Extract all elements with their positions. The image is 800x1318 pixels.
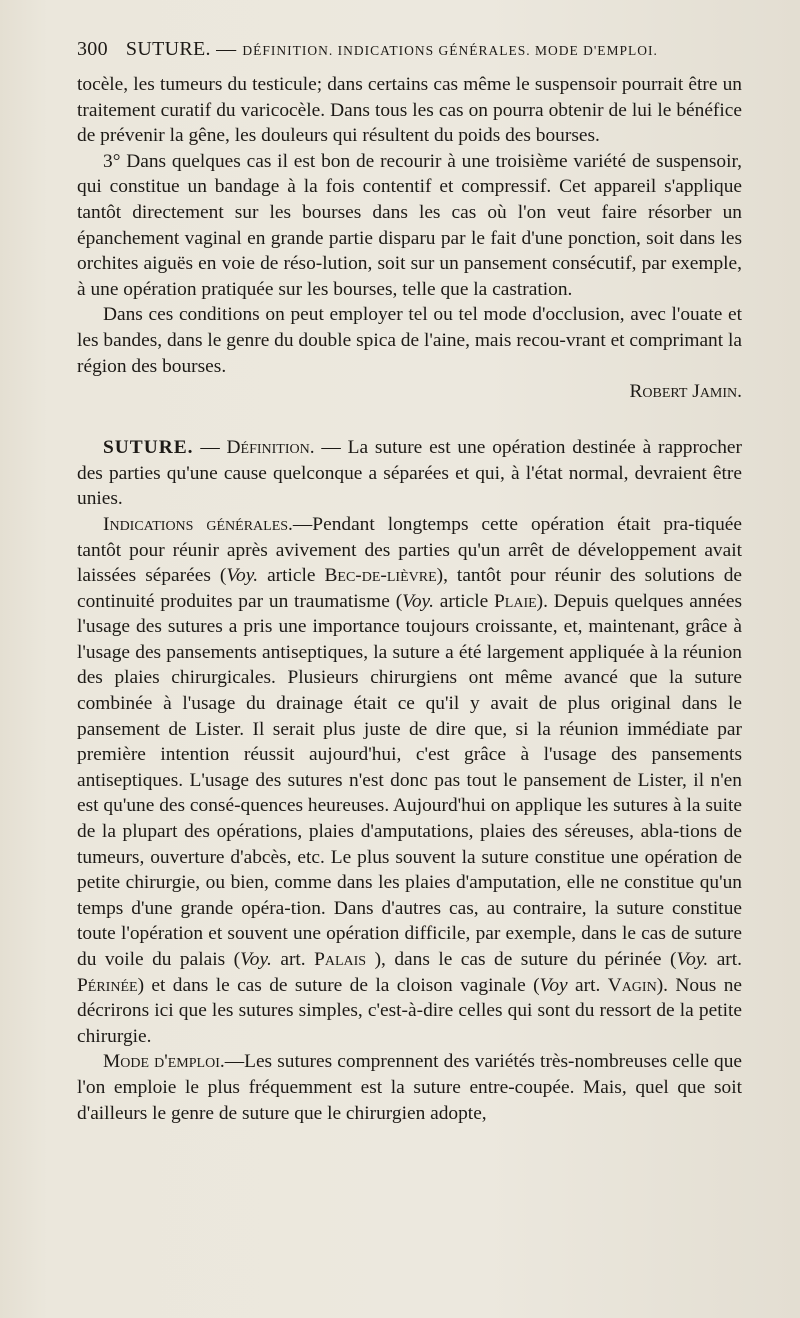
paragraph-conditions: Dans ces conditions on peut employer tel ou tel mode d'occlusion, avec l'ouate et les bandes, dans le genre du double spica de l'aine, mais recou-vrant et comprimant la région des bourses.: [77, 304, 742, 377]
header-title: SUTURE. —: [125, 38, 237, 60]
indications-text: article: [258, 565, 325, 587]
page-content: [77, 38, 742, 1126]
voy-reference: Voy.: [226, 565, 259, 587]
indications-text: art.: [567, 974, 608, 996]
cross-reference: Plaie: [494, 590, 537, 612]
author-name: Robert Jamin.: [629, 381, 742, 403]
cross-reference: Vagin: [607, 974, 657, 996]
definition-text: — La suture est une opération destinée à rapprocher des parties qu'une cause quelconque a séparées et qui, à l'état normal, devraient être unies.: [77, 437, 742, 510]
paragraph-third-variety: 3° Dans quelques cas il est bon de recourir à une troisième variété de suspensoir, qui constitue un bandage à la fois contentif et compressif. Cet appareil s'applique tantôt directement sur les bourses dans les cas où l'on veut faire résorber un épanchement vaginal en grande partie disparu par le fait d'une ponction, soit dans les orchites aiguës en voie de réso-lution, soit sur un pansement consécutif, par exemple, à une opération pratiquée sur les bourses, telle que la castration.: [77, 150, 742, 300]
paragraph-continuation: tocèle, les tumeurs du testicule; dans certains cas même le suspensoir pourrait être un traitement curatif du varicocèle. Dans tous les cas on pourra obtenir de lui le bénéfice de prévenir la gêne, les douleurs qui résultent du poids des bourses.: [77, 74, 742, 147]
indications-text: ). Depuis quelques années l'usage des sutures a pris une importance toujours croissante, et, maintenant, grâce à l'usage des pansements antiseptiques, la suture a été largement appliquée à la réunion des plaies chirurgicales. Plusieurs chirurgiens ont même avancé que la suture combinée à l'usage du drainage était ce qu'il y avait de plus original dans le pansement de Lister. Il serait plus juste de dire que, si la réunion immédiate par première intention réussit aujourd'hui, c'est grâce à l'usage des pansements antiseptiques. L'usage des sutures n'est donc pas tout le pansement de Lister, il n'en est qu'une des consé-quences heureuses. Aujourd'hui on applique les sutures à la suite de la plupart des opérations, plaies d'amputations, plaies des séreuses, abla-tions de tumeurs, ouverture d'abcès, etc. Le plus souvent la suture constitue une opération de petite chirurgie, ou bien, comme dans les plaies d'amputation, elle ne constitue qu'un temps d'une grande opéra-tion. Dans d'autres cas, au contraire, la suture constitue toute l'opération et souvent une opération difficile, par exemple, dans le cas de suture du voile du palais (: [77, 590, 742, 970]
definition-label: — Définition.: [200, 437, 315, 459]
indications-text: —Pendant longtemps cette opération était pra-tiquée tantôt pour réunir après avivement des parties qu'un arrêt de développement avait laissées séparées (: [77, 513, 742, 587]
paragraph-mode-of-use: [77, 1049, 742, 1126]
mode-label: Mode d'emploi.: [103, 1051, 225, 1073]
header-subtitle: DÉFINITION. INDICATIONS GÉNÉRALES. MODE D'EMPLOI.: [242, 43, 658, 58]
indications-text: ), tantôt pour réunir des solutions de continuité produites par un traumatisme (: [77, 565, 742, 612]
mode-text: —Les sutures comprennent des variétés très-nombreuses celle que l'on emploie le plus fréquemment est la suture entre-coupée. Mais, quel que soit d'ailleurs le genre de suture que le chirurgien adopte,: [77, 1051, 742, 1124]
voy-reference: Voy: [539, 974, 568, 996]
cross-reference: Bec-de-lièvre: [324, 565, 437, 587]
indications-text: article: [433, 590, 494, 612]
running-header: [77, 38, 742, 72]
author-signature: [77, 379, 742, 405]
entry-title: SUTURE.: [103, 437, 194, 459]
indications-text: art.: [708, 949, 742, 970]
indications-text: art.: [271, 949, 315, 970]
voy-reference: Voy.: [402, 590, 434, 612]
voy-reference: Voy.: [676, 949, 709, 970]
page-number: 300: [77, 38, 108, 60]
indications-text: ). Nous ne décrirons ici que les sutures simples, c'est-à-dire celles qui sont du ressort de la petite chirurgie.: [77, 974, 742, 1047]
indications-text: ), dans le cas de suture du périnée (: [366, 949, 677, 970]
indications-label: Indications générales.: [103, 513, 293, 535]
paragraph-suture-definition: [77, 435, 742, 512]
indications-text: ) et dans le cas de suture de la cloison vaginale (: [137, 974, 540, 996]
voy-reference: Voy.: [240, 949, 272, 970]
cross-reference: Périnée: [77, 974, 138, 996]
cross-reference: Palais: [314, 949, 367, 970]
paragraph-general-indications: [77, 512, 742, 1049]
